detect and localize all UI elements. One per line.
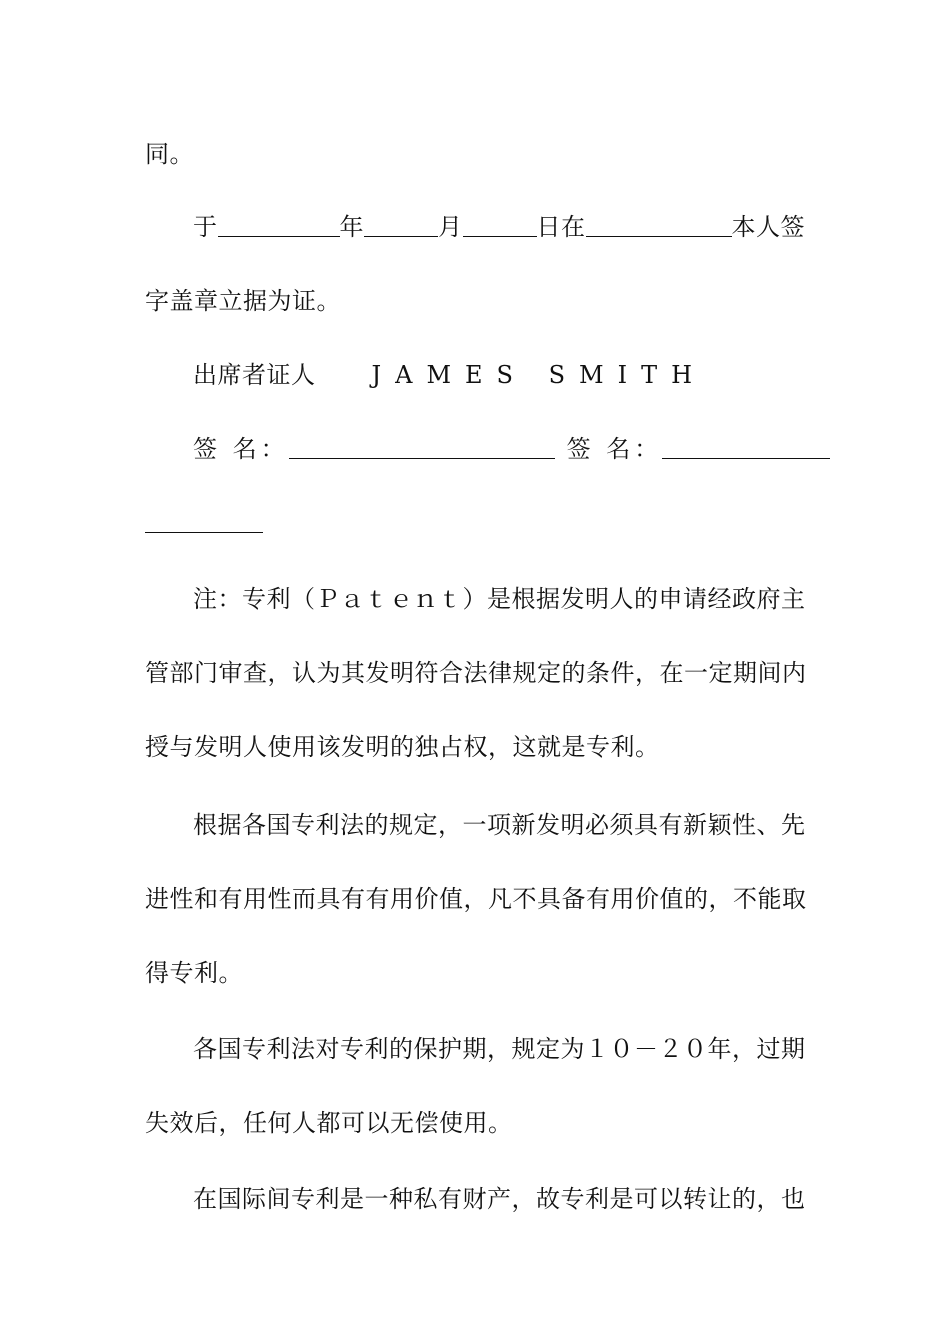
note-p1-line: 授与发明人使用该发明的独占权，这就是专利。 — [145, 733, 660, 761]
note-p1-line: 管部门审查，认为其发明符合法律规定的条件，在一定期间内 — [145, 659, 807, 687]
text-fragment: 日在 — [536, 213, 586, 241]
text-fragment: 于 — [193, 213, 218, 241]
signature-label: 签 名： — [193, 435, 289, 463]
note-p2-line: 根据各国专利法的规定，一项新发明必须具有新颖性、先 — [193, 811, 806, 839]
note-p3-line: 各国专利法对专利的保护期，规定为１０－２０年，过期 — [193, 1035, 806, 1063]
signature-line — [193, 432, 810, 466]
text-line: 同。 — [145, 140, 194, 168]
signature-line-continuation — [145, 506, 810, 540]
witness-line — [193, 358, 810, 392]
place-blank[interactable] — [586, 214, 732, 237]
text-fragment: 本人签 — [731, 213, 805, 241]
day-blank[interactable] — [463, 214, 537, 237]
note-p2-line: 进性和有用性而具有有用价值，凡不具备有用价值的，不能取 — [145, 885, 807, 913]
note-p4-line: 在国际间专利是一种私有财产，故专利是可以转让的，也 — [193, 1185, 806, 1213]
signature-blank-2[interactable] — [662, 436, 830, 459]
month-blank[interactable] — [364, 214, 438, 237]
text-line: 字盖章立据为证。 — [145, 287, 341, 315]
text-fragment: 月 — [438, 213, 463, 241]
signature-blank-1[interactable] — [289, 436, 555, 459]
text-fragment: 年 — [339, 213, 364, 241]
witness-label: 出席者证人 — [193, 361, 316, 389]
signature-blank-2-continued[interactable] — [145, 510, 263, 533]
note-p3-line: 失效后，任何人都可以无偿使用。 — [145, 1109, 513, 1137]
date-place-line — [193, 210, 810, 244]
witness-name: JAMES SMITH — [371, 361, 707, 389]
note-p2-line: 得专利。 — [145, 959, 243, 987]
note-p1-line: 注：专利（Ｐａｔｅｎｔ）是根据发明人的申请经政府主 — [193, 585, 806, 613]
signature-label: 签 名： — [566, 435, 663, 463]
year-blank[interactable] — [218, 214, 340, 237]
